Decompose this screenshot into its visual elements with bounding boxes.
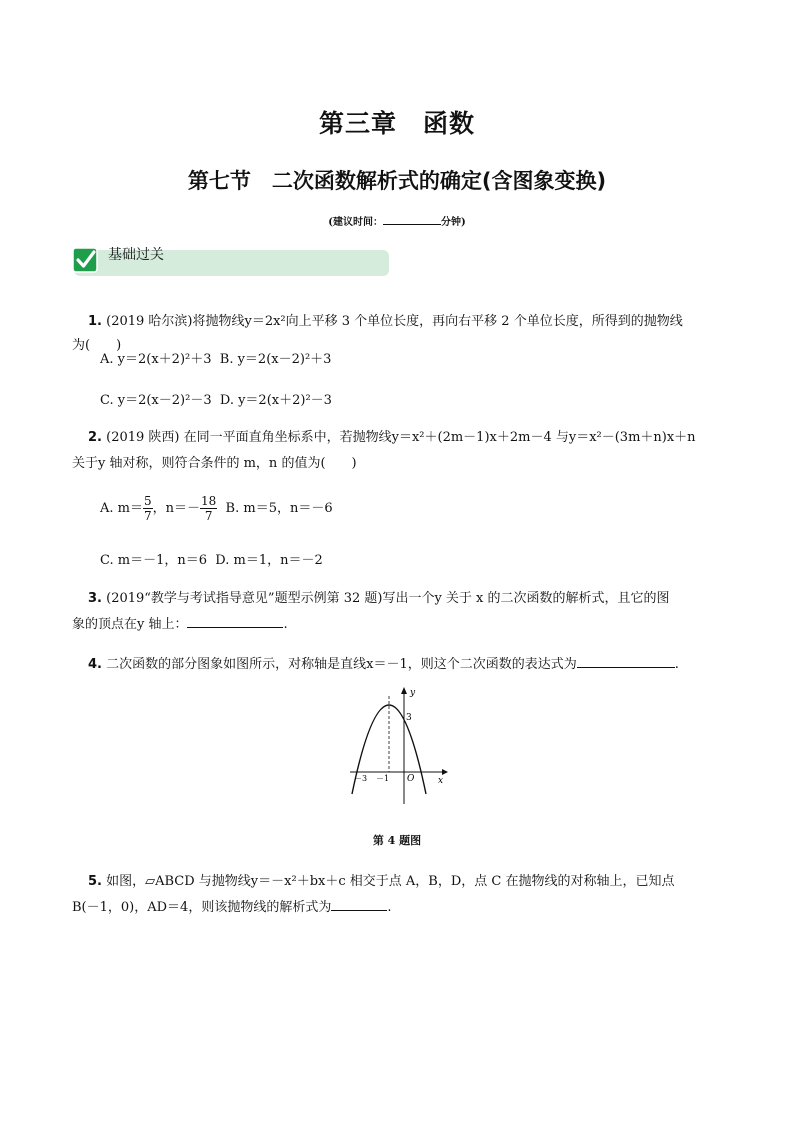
q3-text: (2019“教学与考试指导意见”题型示例第 32 题)写出一个y 关于 x 的二次函数的解析式，且它的图 [106, 591, 670, 606]
time-prefix: (建议时间： [328, 217, 383, 228]
q1-option-b[interactable]: B. y＝2(x－2)²＋3 [219, 352, 332, 367]
label-3: 3 [406, 713, 412, 723]
fraction-m [143, 494, 153, 523]
time-suffix: 分钟) [441, 217, 466, 228]
y-axis-arrow [401, 687, 407, 694]
suggested-time [0, 213, 794, 228]
fraction-m-numerator: 5 [143, 494, 152, 508]
q2-option-b[interactable]: B. m＝5，n＝－6 [225, 501, 333, 516]
q2-option-a-mid: ，n＝－ [152, 501, 200, 516]
q5-line1 [88, 872, 738, 892]
banner-label: 基础过关 [108, 247, 164, 263]
q4-text: 二次函数的部分图象如图所示，对称轴是直线x＝－1，则这个二次函数的表达式为 [106, 657, 577, 672]
q2-option-d[interactable]: D. m＝1，n＝－2 [215, 553, 323, 568]
q4-line1: 4. 二次函数的部分图象如图所示，对称轴是直线x＝－1，则这个二次函数的表达式为 . [88, 653, 738, 675]
q2-number: 2. [88, 430, 102, 445]
q1-options-row2 [100, 389, 332, 408]
parabola-graph [344, 686, 448, 810]
q2-text: (2019 陕西) 在同一平面直角坐标系中，若抛物线y＝x²＋(2m－1)x＋2m－4 与y＝x²－(3m＋n)x＋n [106, 430, 696, 445]
origin-label: O [407, 774, 415, 784]
q1-line2: 为( ) [72, 338, 122, 353]
fraction-n-denominator: 7 [204, 509, 213, 523]
x-axis-arrow [442, 769, 448, 775]
q2-line2: 关于y 轴对称，则符合条件的 m，n 的值为( ) [72, 456, 357, 471]
fraction-n-numerator: 18 [201, 494, 217, 508]
q4-answer-blank[interactable] [577, 653, 675, 668]
q3-answer-blank[interactable] [187, 613, 283, 628]
q2-option-a-prefix: A. m＝ [100, 501, 143, 516]
check-icon [72, 246, 100, 274]
q3-line2: 象的顶点在y 轴上： . [72, 613, 722, 635]
q2-line1 [88, 428, 738, 448]
q5-text-2: B(－1，0)，AD＝4，则该抛物线的解析式为 [72, 900, 332, 915]
q3-line1 [88, 589, 738, 609]
figure-caption: 第 4 题图 [372, 834, 422, 847]
q5-text: 如图，▱ABCD 与抛物线y＝－x²＋bx＋c 相交于点 A，B，D，点 C 在抛物线的对称轴上，已知点 [106, 874, 675, 889]
chapter-title: 第三章 函数 [318, 109, 475, 138]
q2-options-row1 [100, 494, 333, 523]
q1-line1 [88, 312, 738, 332]
q1-option-c[interactable]: C. y＝2(x－2)²－3 [100, 393, 212, 408]
q3-text-2: 象的顶点在y 轴上： [72, 617, 188, 632]
fraction-m-denominator: 7 [143, 509, 152, 523]
q2-option-a[interactable] [100, 494, 217, 523]
q1-text: (2019 哈尔滨)将抛物线y＝2x²向上平移 3 个单位长度，再向右平移 2 个单位长度，所得到的抛物线 [106, 314, 683, 329]
q5-answer-blank[interactable] [331, 896, 387, 911]
q1-options-row1 [100, 348, 331, 367]
q5-line2: B(－1，0)，AD＝4，则该抛物线的解析式为 . [72, 896, 722, 918]
label-minus-3: －3 [354, 774, 368, 783]
x-axis-label: x [438, 776, 444, 786]
q4-number: 4. [88, 657, 102, 672]
q1-option-a[interactable]: A. y＝2(x＋2)²＋3 [100, 352, 212, 367]
q2-option-c[interactable]: C. m＝－1，n＝6 [100, 553, 207, 568]
label-minus-1: －1 [376, 774, 390, 783]
section-title: 第七节 二次函数解析式的确定(含图象变换) [187, 169, 607, 193]
fraction-n [200, 494, 217, 523]
q1-option-d[interactable]: D. y＝2(x＋2)²－3 [219, 393, 332, 408]
time-blank[interactable] [383, 215, 441, 225]
q2-options-row2 [100, 549, 323, 568]
q3-number: 3. [88, 591, 102, 606]
q5-number: 5. [88, 874, 102, 889]
y-axis-label: y [410, 688, 416, 698]
q1-number: 1. [88, 314, 102, 329]
